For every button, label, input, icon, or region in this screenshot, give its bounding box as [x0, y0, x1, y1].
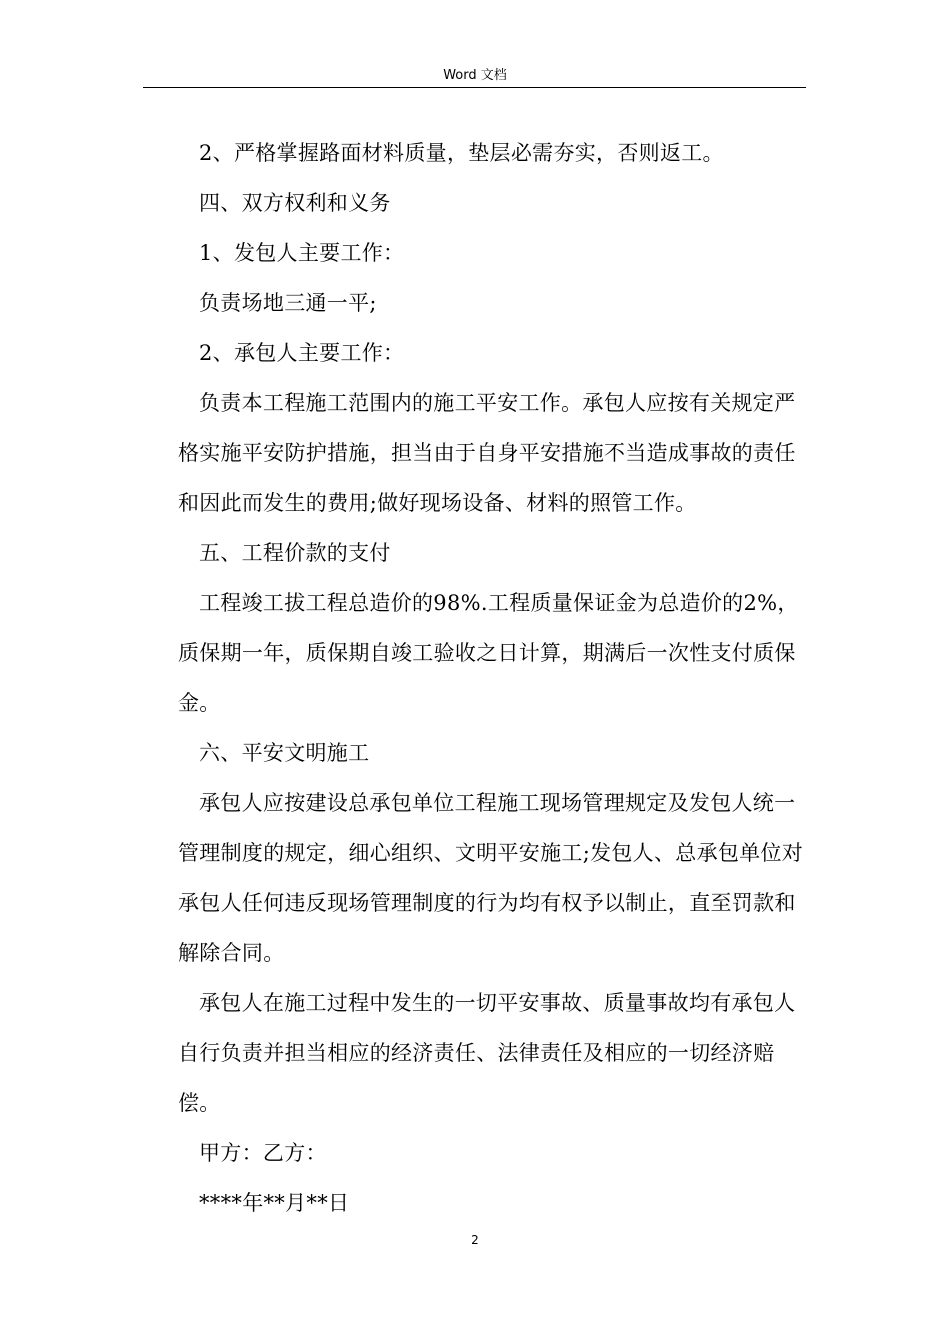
paragraph-site-management: 承包人应按建设总承包单位工程施工现场管理规定及发包人统一管理制度的规定，细心组织、文明平安施工;发包人、总承包单位对承包人任何违反现场管理制度的行为均有权予以制止，直至罚款和解除合同。 — [178, 791, 804, 965]
paragraph-contractor-duties-title: 2、承包人主要工作： — [199, 341, 405, 365]
signature-date: ****年**月**日 — [199, 1191, 350, 1215]
paragraph-contractor-duties: 负责本工程施工范围内的施工平安工作。承包人应按有关规定严格实施平安防护措施，担当由于自身平安措施不当造成事故的责任和因此而发生的费用;做好现场设备、材料的照管工作。 — [178, 391, 796, 515]
paragraph-material-quality: 2、严格掌握路面材料质量，垫层必需夯实，否则返工。 — [199, 141, 724, 165]
paragraph-employer-duties-title: 1、发包人主要工作： — [199, 241, 405, 265]
signature-parties: 甲方：乙方： — [199, 1141, 327, 1165]
section-heading-safety: 六、平安文明施工 — [199, 741, 370, 765]
section-heading-rights-obligations: 四、双方权利和义务 — [199, 191, 391, 215]
paragraph-employer-duties: 负责场地三通一平; — [199, 291, 377, 315]
document-body — [178, 128, 806, 1228]
page-number: 2 — [471, 1233, 479, 1247]
header-title: Word 文档 — [443, 68, 507, 83]
header-rule — [143, 87, 806, 88]
paragraph-payment: 工程竣工拔工程总造价的98%.工程质量保证金为总造价的2%，质保期一年，质保期自竣工验收之日计算，期满后一次性支付质保金。 — [178, 591, 799, 715]
section-heading-payment: 五、工程价款的支付 — [199, 541, 391, 565]
paragraph-accident-liability: 承包人在施工过程中发生的一切平安事故、质量事故均有承包人自行负责并担当相应的经济责任、法律责任及相应的一切经济赔偿。 — [178, 991, 796, 1115]
